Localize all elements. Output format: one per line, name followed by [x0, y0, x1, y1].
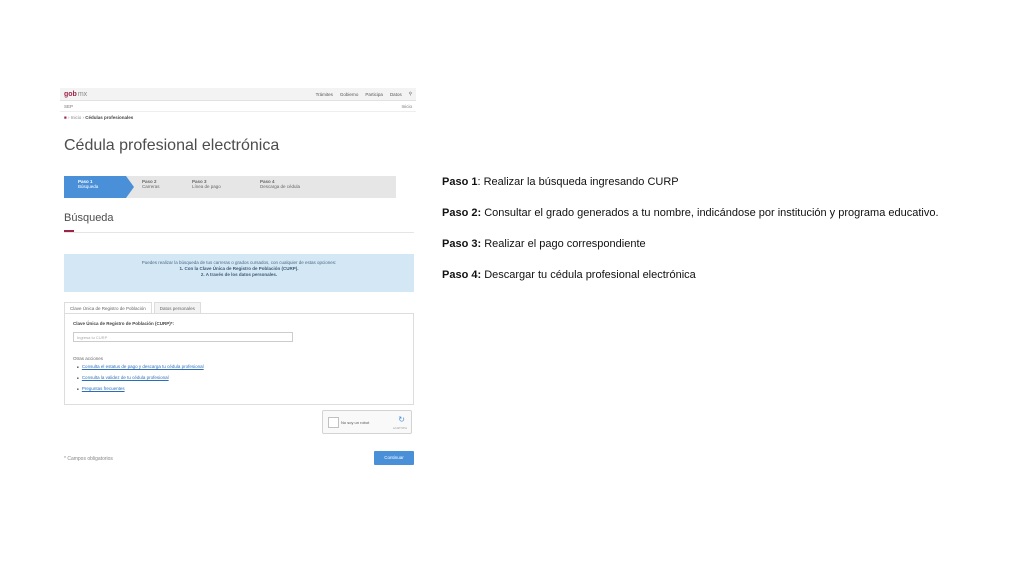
step-indicator — [64, 176, 396, 198]
info-line-2: 1. Con la Clave Única de Registro de Población (CURP). — [179, 266, 299, 271]
other-actions-list — [77, 364, 204, 397]
nav-gobierno[interactable]: Gobierno — [339, 91, 359, 97]
info-line-1: Puedes realizar la búsqueda de tus carreras o grados cursados, con cualquier de estas opciones: — [141, 260, 337, 265]
link-validez[interactable]: ■ Consulta la validez de tu cédula profesional — [77, 375, 204, 380]
tab-datos-personales[interactable]: Datos personales — [154, 302, 201, 314]
step-4: Paso 4 Descarga de cédula — [260, 179, 301, 189]
top-nav — [316, 91, 412, 97]
curp-label: Clave Única de Registro de Población (CURP)*: — [73, 321, 175, 326]
step-3: Paso 3 Línea de pago — [192, 179, 221, 189]
section-title: Búsqueda — [64, 212, 114, 224]
step-2: Paso 2 Carreras — [142, 179, 160, 189]
instruction-3: Paso 3: Realizar el pago correspondiente — [442, 238, 646, 250]
home-icon[interactable]: ■ — [64, 115, 67, 120]
top-navbar — [60, 88, 416, 101]
curp-input[interactable]: Ingresa tu CURP — [73, 332, 293, 342]
info-alert — [64, 254, 414, 292]
continue-button[interactable]: Continuar — [374, 451, 414, 465]
nav-datos[interactable]: Datos — [389, 91, 402, 97]
gob-logo[interactable]: gobmx — [64, 90, 88, 98]
instruction-4: Paso 4: Descargar tu cédula profesional electrónica — [442, 269, 696, 281]
nav-participa[interactable]: Participa — [365, 91, 383, 97]
recaptcha-label: No soy un robot — [341, 420, 370, 425]
other-actions-label: Otras acciones — [73, 356, 104, 361]
sub-navbar — [60, 101, 416, 112]
search-icon[interactable]: ⚲ — [408, 91, 412, 96]
step-1: Paso 1 Búsqueda — [64, 176, 126, 198]
recaptcha-icon: ↻ — [398, 415, 405, 424]
instruction-1: Paso 1: Realizar la búsqueda ingresando CURP — [442, 176, 679, 188]
page-title: Cédula profesional electrónica — [64, 137, 280, 154]
info-line-3: 2. A través de los datos personales. — [200, 272, 278, 277]
embedded-screenshot — [60, 88, 416, 474]
section-divider — [64, 232, 414, 233]
recaptcha-brand: reCAPTCHA — [392, 427, 407, 430]
link-status-pago[interactable]: ■ Consulta el estatus de pago y descarga tu cédula profesional — [77, 364, 204, 369]
breadcrumb-home[interactable]: Inicio — [70, 115, 82, 120]
tab-curp[interactable]: Clave Única de Registro de Población — [64, 302, 152, 314]
recaptcha-checkbox[interactable] — [328, 417, 339, 428]
breadcrumb: ■ › Inicio › Cédulas profesionales — [64, 115, 134, 120]
recaptcha-widget — [322, 410, 412, 434]
nav-tramites[interactable]: Trámites — [315, 91, 333, 97]
sub-nav-sep[interactable]: SEP — [64, 103, 74, 109]
instructions — [442, 176, 939, 300]
instruction-2: Paso 2: Consultar el grado generados a tu nombre, indicándose por institución y programa educativo. — [442, 207, 939, 219]
required-note: * Campos obligatorios — [64, 456, 113, 462]
link-faq[interactable]: ■ Preguntas frecuentes — [77, 386, 204, 391]
tab-panel — [64, 313, 414, 405]
sub-nav-inicio[interactable]: Inicio — [401, 103, 412, 109]
breadcrumb-current: Cédulas profesionales — [85, 115, 134, 120]
